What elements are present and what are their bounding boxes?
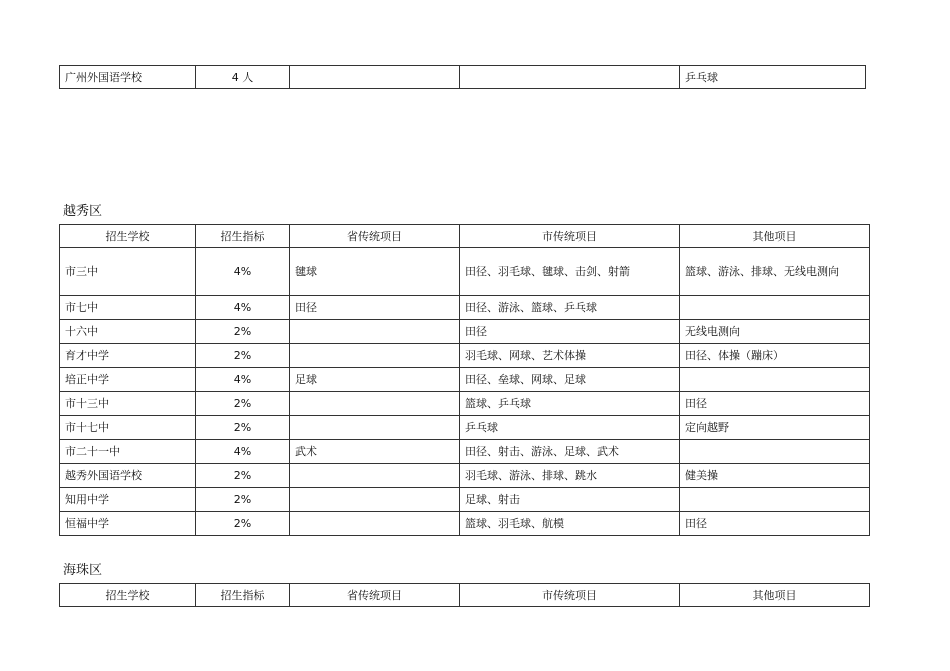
- provincial-cell: [290, 392, 460, 416]
- school-cell: 知用中学: [60, 488, 196, 512]
- provincial-cell: [290, 512, 460, 536]
- provincial-cell: 武术: [290, 440, 460, 464]
- table-row: [60, 464, 870, 488]
- table-row: [60, 344, 870, 368]
- header-municipal: 市传统项目: [460, 225, 680, 248]
- table-row: [60, 368, 870, 392]
- provincial-cell: 足球: [290, 368, 460, 392]
- provincial-cell: [290, 320, 460, 344]
- top-table: [59, 65, 866, 89]
- table-row: [60, 248, 870, 296]
- table-row: [60, 416, 870, 440]
- quota-cell: 2%: [196, 344, 290, 368]
- other-cell: 田径: [680, 392, 870, 416]
- municipal-cell: 乒乓球: [460, 416, 680, 440]
- quota-cell: 2%: [196, 416, 290, 440]
- yuexiu-section-title: 越秀区: [63, 204, 103, 219]
- other-cell: [680, 368, 870, 392]
- municipal-cell: 篮球、羽毛球、航模: [460, 512, 680, 536]
- table-row: [60, 488, 870, 512]
- school-cell: 恒福中学: [60, 512, 196, 536]
- municipal-cell: [460, 66, 680, 89]
- school-cell: 市三中: [60, 248, 196, 296]
- header-quota: 招生指标: [196, 225, 290, 248]
- header-municipal: 市传统项目: [460, 584, 680, 607]
- provincial-cell: [290, 488, 460, 512]
- quota-cell: 2%: [196, 320, 290, 344]
- municipal-cell: 足球、射击: [460, 488, 680, 512]
- provincial-cell: 毽球: [290, 248, 460, 296]
- provincial-cell: [290, 66, 460, 89]
- yuexiu-table: [59, 224, 870, 536]
- quota-cell: 2%: [196, 512, 290, 536]
- quota-cell: 2%: [196, 464, 290, 488]
- header-provincial: 省传统项目: [290, 225, 460, 248]
- table-row: [60, 320, 870, 344]
- school-cell: 广州外国语学校: [60, 66, 196, 89]
- municipal-cell: 田径: [460, 320, 680, 344]
- other-cell: 健美操: [680, 464, 870, 488]
- provincial-cell: [290, 416, 460, 440]
- table-row: [60, 296, 870, 320]
- school-cell: 育才中学: [60, 344, 196, 368]
- other-cell: 定向越野: [680, 416, 870, 440]
- municipal-cell: 田径、射击、游泳、足球、武术: [460, 440, 680, 464]
- haizhu-table: [59, 583, 870, 607]
- quota-cell: 2%: [196, 392, 290, 416]
- table-header-row: [60, 584, 870, 607]
- municipal-cell: 田径、羽毛球、毽球、击剑、射箭: [460, 248, 680, 296]
- school-cell: 十六中: [60, 320, 196, 344]
- other-cell: 田径、体操（蹦床）: [680, 344, 870, 368]
- other-cell: 乒乓球: [680, 66, 866, 89]
- provincial-cell: [290, 344, 460, 368]
- municipal-cell: 羽毛球、游泳、排球、跳水: [460, 464, 680, 488]
- header-other: 其他项目: [680, 584, 870, 607]
- table-header-row: [60, 225, 870, 248]
- table-row: [60, 512, 870, 536]
- school-cell: 市十七中: [60, 416, 196, 440]
- school-cell: 培正中学: [60, 368, 196, 392]
- header-provincial: 省传统项目: [290, 584, 460, 607]
- quota-cell: 4%: [196, 440, 290, 464]
- other-cell: 无线电测向: [680, 320, 870, 344]
- header-other: 其他项目: [680, 225, 870, 248]
- municipal-cell: 篮球、乒乓球: [460, 392, 680, 416]
- quota-cell: 4%: [196, 248, 290, 296]
- school-cell: 市二十一中: [60, 440, 196, 464]
- other-cell: [680, 440, 870, 464]
- school-cell: 市十三中: [60, 392, 196, 416]
- quota-cell: 4 人: [196, 66, 290, 89]
- municipal-cell: 羽毛球、网球、艺术体操: [460, 344, 680, 368]
- table-row: [60, 392, 870, 416]
- quota-cell: 2%: [196, 488, 290, 512]
- header-quota: 招生指标: [196, 584, 290, 607]
- municipal-cell: 田径、游泳、篮球、乒乓球: [460, 296, 680, 320]
- haizhu-section-title: 海珠区: [63, 563, 103, 578]
- other-cell: [680, 488, 870, 512]
- quota-cell: 4%: [196, 368, 290, 392]
- header-school: 招生学校: [60, 225, 196, 248]
- table-row: [60, 440, 870, 464]
- quota-cell: 4%: [196, 296, 290, 320]
- table-row: [60, 66, 866, 89]
- other-cell: [680, 296, 870, 320]
- provincial-cell: 田径: [290, 296, 460, 320]
- header-school: 招生学校: [60, 584, 196, 607]
- school-cell: 市七中: [60, 296, 196, 320]
- other-cell: 田径: [680, 512, 870, 536]
- other-cell: 篮球、游泳、排球、无线电测向: [680, 248, 870, 296]
- municipal-cell: 田径、垒球、网球、足球: [460, 368, 680, 392]
- school-cell: 越秀外国语学校: [60, 464, 196, 488]
- provincial-cell: [290, 464, 460, 488]
